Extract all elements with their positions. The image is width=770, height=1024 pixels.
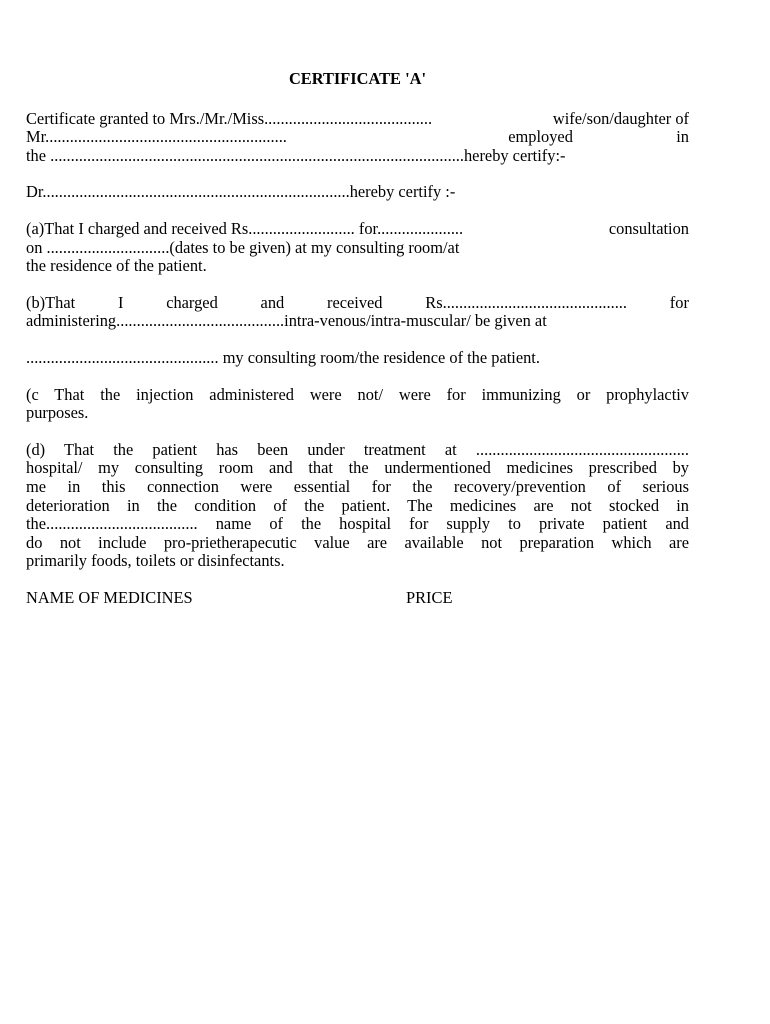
para-a-line-2: on ..............................(dates to be given) at my consulting room/at bbox=[26, 237, 460, 257]
para-a-line-3: the residence of the patient. bbox=[26, 256, 207, 276]
para-d-line-6: do not include pro-prietherapecutic value are available not preparation which are bbox=[26, 532, 689, 552]
paragraph-b-continued bbox=[26, 349, 689, 368]
para-d-line-7: primarily foods, toilets or disinfectants. bbox=[26, 551, 285, 571]
certificate-body bbox=[26, 70, 689, 607]
para-b-word: and bbox=[260, 292, 285, 312]
paragraph-c bbox=[26, 386, 689, 423]
intro-line-3: the .....................................................................................................hereby certify:- bbox=[26, 145, 566, 165]
para-b-line-1 bbox=[26, 294, 689, 313]
para-d-line-1: (d) That the patient has been under treatment at .................................................... bbox=[26, 439, 689, 459]
intro-line-1-right: wife/son/daughter of bbox=[552, 108, 689, 128]
intro-line-1 bbox=[26, 110, 689, 129]
intro-line-2-b: employed bbox=[508, 127, 573, 147]
intro-line-2 bbox=[26, 128, 689, 147]
medicines-table-header bbox=[26, 589, 689, 608]
medicine-name-column-header: NAME OF MEDICINES bbox=[26, 587, 193, 607]
para-d-line-5: the..................................... name of the hospital for supply to private patient and bbox=[26, 514, 689, 534]
para-d-line-4: deterioration in the condition of the patient. The medicines are not stocked in bbox=[26, 495, 689, 515]
para-d-line-2: hospital/ my consulting room and that the undermentioned medicines prescribed by bbox=[26, 458, 689, 478]
para-d-line-3: me in this connection were essential for the recovery/prevention of serious bbox=[26, 476, 689, 496]
para-b-word: received bbox=[327, 292, 383, 312]
para-b-word: Rs............................................. bbox=[425, 292, 628, 312]
doctor-line: Dr...........................................................................hereby certify :- bbox=[26, 182, 456, 202]
para-b-word: (b)That bbox=[26, 292, 76, 312]
paragraph-b bbox=[26, 294, 689, 331]
para-a-line-1-right: consultation bbox=[608, 218, 689, 238]
page-title bbox=[26, 70, 689, 89]
para-a-line-1 bbox=[26, 220, 689, 239]
para-b-word: I bbox=[117, 292, 124, 312]
para-b-word: for bbox=[669, 292, 689, 312]
para-b-word: charged bbox=[166, 292, 218, 312]
para-c-line-1: (c That the injection administered were not/ were for immunizing or prophylactiv bbox=[26, 384, 689, 404]
para-b-cont-line: ............................................... my consulting room/the residence of the patient. bbox=[26, 347, 540, 367]
paragraph-d bbox=[26, 441, 689, 571]
para-b-line-2: administering.........................................intra-venous/intra-muscular/ be given at bbox=[26, 311, 547, 331]
paragraph-a bbox=[26, 220, 689, 276]
intro-line-2-a: Mr........................................................... bbox=[26, 127, 287, 147]
intro-paragraph bbox=[26, 110, 689, 166]
para-c-line-2: purposes. bbox=[26, 403, 89, 423]
para-a-line-1-left: (a)That I charged and received Rs.......................... for..................... bbox=[26, 218, 464, 238]
intro-line-1-left: Certificate granted to Mrs./Mr./Miss......................................... bbox=[26, 108, 433, 128]
doctor-paragraph bbox=[26, 183, 689, 202]
intro-line-2-c: in bbox=[676, 127, 689, 147]
price-column-header: PRICE bbox=[406, 587, 453, 607]
title-text: CERTIFICATE 'A' bbox=[288, 69, 427, 88]
